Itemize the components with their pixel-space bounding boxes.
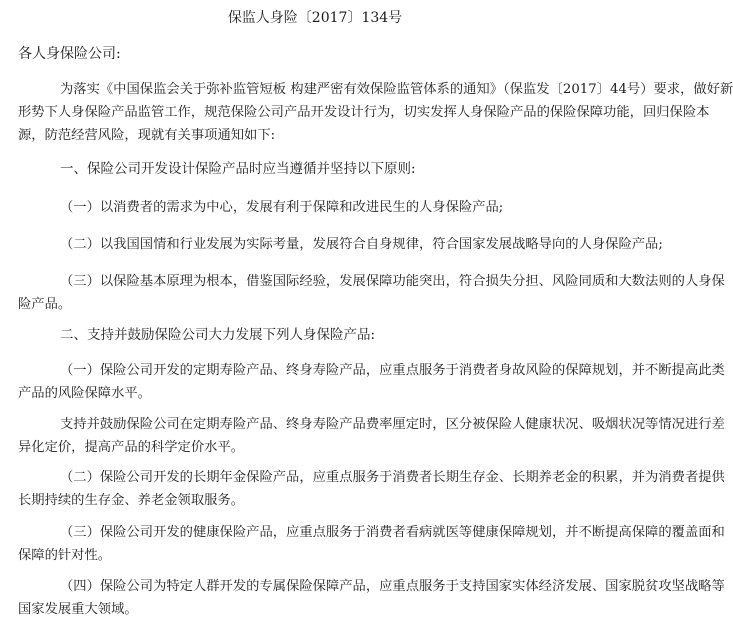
item-line: 支持并鼓励保险公司在定期寿险产品、终身寿险产品费率厘定时，区分被保险人健康状况、吸烟状况等情况进行差 xyxy=(60,417,725,432)
product-item-1 xyxy=(18,359,725,405)
item-line: 产品的风险保障水平。 xyxy=(18,386,151,401)
section-heading-2: 二、支持并鼓励保险公司大力发展下列人身保险产品: xyxy=(60,327,376,343)
item-line: 异化定价，提高产品的科学定价水平。 xyxy=(18,440,245,455)
item-line: （二）保险公司开发的长期年金保险产品，应重点服务于消费者长期生存金、长期养老金的积累，并为消费者提供 xyxy=(60,470,725,485)
intro-paragraph xyxy=(18,78,733,147)
item-line: 保障的针对性。 xyxy=(18,548,112,563)
item-line: 险产品。 xyxy=(18,297,72,312)
item-line: （三）保险公司开发的健康保险产品，应重点服务于消费者看病就医等健康保障规划，并不断提高保障的覆盖面和 xyxy=(60,525,725,540)
item-line: 长期持续的生存金、养老金领取服务。 xyxy=(18,493,245,508)
item-line: （三）以保险基本原理为根本，借鉴国际经验，发展保障功能突出，符合损失分担、风险同质和大数法则的人身保 xyxy=(60,274,725,289)
item-line: （四）保险公司为特定人群开发的专属保险保障产品，应重点服务于支持国家实体经济发展、国家脱贫攻坚战略等 xyxy=(60,579,725,594)
product-item-4 xyxy=(18,575,725,621)
document-number: 保监人身险〔2017〕134号 xyxy=(227,10,403,26)
product-item-3 xyxy=(18,521,725,567)
addressee: 各人身保险公司: xyxy=(18,46,121,62)
section-heading-1: 一、保险公司开发设计保险产品时应当遵循并坚持以下原则: xyxy=(60,161,416,177)
item-line: 国家发展重大领域。 xyxy=(18,602,138,617)
item-line: （二）以我国国情和行业发展为实际考量，发展符合自身规律，符合国家发展战略导向的人身保险产品; xyxy=(60,237,663,252)
product-item-2 xyxy=(18,466,725,512)
intro-line: 源，防范经营风险，现就有关事项通知如下: xyxy=(18,128,276,143)
principle-item-2 xyxy=(18,233,663,256)
intro-line: 形势下人身保险产品监管工作，规范保险公司产品开发设计行为，切实发挥人身保险产品的保险保障功能，回归保险本 xyxy=(18,105,710,120)
principle-item-3 xyxy=(18,270,725,316)
product-item-support xyxy=(18,413,725,459)
principle-item-1 xyxy=(18,196,614,219)
item-line: （一）以消费者的需求为中心，发展有利于保障和改进民生的人身保险产品; xyxy=(60,200,504,215)
item-line: （一）保险公司开发的定期寿险产品、终身寿险产品，应重点服务于消费者身故风险的保障规划，并不断提高此类 xyxy=(60,363,725,378)
intro-line: 为落实《中国保监会关于弥补监管短板 构建严密有效保险监管体系的通知》（保监发〔2017〕44号）要求，做好新 xyxy=(60,82,733,97)
